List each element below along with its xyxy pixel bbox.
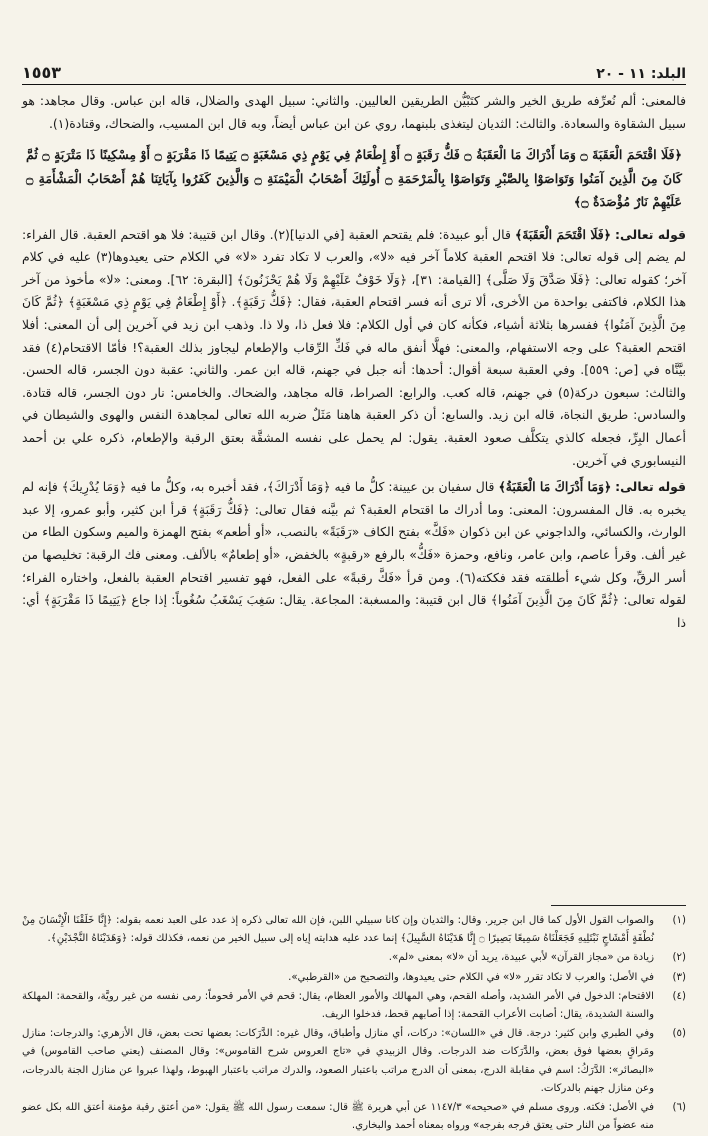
footnote [22,1025,686,1098]
footnote-number: (٦) [672,1102,686,1114]
footnote [22,949,686,967]
footnote [22,1099,686,1135]
commentary-text: قال أبو عبيدة: فلم يقتحم العقبة [في الدنيا](٢). وقال ابن قتيبة: فلا هو اقتحم العقبة. قال الفراء: لم يضم إلى قوله تعالى: فلا اقتحم العقبة كلاماً آخر فيه «لا»، والعرب لا تكاد تفرد «لا» في الكلام حتى يعيدوها(٣) عليه في كلام آخر؛ كقوله تعالى: ﴿فَلَا صَدَّقَ وَلَا صَلَّى﴾ [القيامة: ٣١]، ﴿وَلَا خَوْفٌ عَلَيْهِمْ وَلَا هُمْ يَحْزَنُونَ﴾ [البقرة: ٦٢]. ومعنى: «لا» مأخوذ من آخر هذا الكلام، فاكتفى بواحدة من الأخرى، ألا ترى أنه فسر اقتحام العقبة، فقال: ﴿فَكُّ رَقَبَةٍ﴾. ﴿أَوْ إِطْعَامٌ فِي يَوْمٍ ذِي مَسْغَبَةٍ﴾ ﴿ثُمَّ كَانَ مِنَ الَّذِينَ آمَنُوا﴾ ففسرها بثلاثة أشياء، فكأنه كان في أول الكلام: فلا فعل ذا، ولا ذا. وذهب ابن زيد في آخرين إلى أن المعنى: أفلا اقتحم العقبة؟ على وجه الاستفهام، والمعنى: فهلَّا أنفق ماله في فَكِّ الرِّقاب والإطعام ليجاوز بذلك العقبة؟! فأمّا الاقتحام(٤) فقد بيَّنَّاه في [ص: ٥٥٩]. وفي العقبة سبعة أقوال: أحدها: أنه جبل في جهنم، قاله ابن عمر. والثاني: عقبة دون الجسر، قاله الحسن. والثالث: سبعون دركة(٥) في جهنم، قاله كعب. والرابع: الصراط، قاله مجاهد، والضحاك. والخامس: نار دون الجسر، قاله قتادة. والسادس: طريق النجاة، قاله ابن زيد. والسابع: أن ذكر العقبة هاهنا مَثَلٌ ضربه الله تعالى لمجاهدة النفس والهوى والشيطان في أعمال البِرِّ، فجعله كالذي يتكلَّف صعود العقبة. يقول: لم يحمل على نفسه المشقَّة بعتق الرقبة والإطعام، ذكره علي بن أحمد النيسابوري في آخرين. [22,226,687,468]
footnote [22,988,686,1024]
footnotes [22,912,686,1136]
page-number: ١٥٥٣ [22,63,62,82]
footnote-text: وفي الطبري وابن كثير: درجة. قال في «اللسان»: دركات، أي منازل وأطباق، وقال غيره: الدَّرَكات: بعضها تحت بعض، قال الأزهري: والدرجات: منازل ومَراقٍ بعضها فوق بعض، والدَّرَكات ضد الدرجات. وقال الزبيدي في «تاج العروس شرح القاموس»: وقال المصنف (يعني صاحب القاموس) في «البصائر»: الدَّرَكُ: اسم في مقابلة الدرج، بمعنى أن الدرج مراتب باعتبار الصعود، والدرك مراتب باعتبار الهبوط، ولهذا عبروا عن منازل الجنة بالدرجات، وعن منازل جهنم بالدركات. [22,1028,654,1094]
footnote-number: (٢) [672,952,686,964]
footnote-text: في الأصل: فكته. وروى مسلم في «صحيحه» ١١٤٧/٣ عن أبي هريرة ﷺ قال: سمعت رسول الله ﷺ يقول: «من أعتق رقبة مؤمنة أعتق الله بكل عضو منه عضواً من النار حتى يعتق فرجه بفرجه» ورواه بمعناه أحمد والبخاري. [22,1102,654,1132]
quran-verses-block: ﴿فَلَا اقْتَحَمَ الْعَقَبَةَ ۝ وَمَا أَدْرَاكَ مَا الْعَقَبَةُ ۝ فَكُّ رَقَبَةٍ ۝ أَوْ إِطْعَامٌ فِي يَوْمٍ ذِي مَسْغَبَةٍ ۝ يَتِيمًا ذَا مَقْرَبَةٍ ۝ أَوْ مِسْكِينًا ذَا مَتْرَبَةٍ ۝ ثُمَّ كَانَ مِنَ الَّذِينَ آمَنُوا وَتَوَاصَوْا بِالصَّبْرِ وَتَوَاصَوْا بِالْمَرْحَمَةِ ۝ أُولَئِكَ أَصْحَابُ الْمَيْمَنَةِ ۝ وَالَّذِينَ كَفَرُوا بِآيَاتِنَا هُمْ أَصْحَابُ الْمَشْأَمَةِ ۝ عَلَيْهِمْ نَارٌ مُؤْصَدَةٌ ۝﴾ [26,147,683,210]
commentary-label: قوله تعالى: [615,226,686,242]
footnote-separator [551,905,686,906]
running-title: البلد: ١١ - ٢٠ [596,66,686,82]
paragraph-commentary-1 [22,224,686,473]
paragraph-commentary-2 [22,476,686,634]
footnote-number: (٣) [672,971,686,983]
verse-quote: ﴿فَلَا اقْتَحَمَ الْعَقَبَةَ﴾ [514,226,611,242]
main-text [22,90,686,638]
paragraph-intro: فالمعنى: ألم نُعرِّفه طريق الخير والشر كتَبْيُّن الطريقين العاليين. والثاني: سبيل الهدى والضلال، قاله ابن عباس. وقال مجاهد: هو سبيل الشقاوة والسعادة. والثالث: الثديان ليتغذى بلبنهما، روي عن ابن عباس أيضاً، وبه قال ابن المسيب، والضحاك، وقتادة(١). [22,93,686,131]
footnote [22,969,686,987]
footnote-text: زيادة من «مجاز القرآن» لأبي عبيدة، يريد أن «لا» بمعنى «لم». [388,952,654,964]
verse-quote: ﴿وَمَا أَدْرَاكَ مَا الْعَقَبَةُ﴾ [498,479,612,495]
footnote-text: الاقتحام: الدخول في الأمر الشديد، وأصله القحم، وهي المهالك والأمور العظام، يقال: قحم في الأمر قحوماً: رمى نفسه من غير رويَّة، والقحمة: المهلكة والسنة الشديدة، يقال: أصابت الأعراب القحمة: إذا أصابهم قحط، فدخلوا الريف. [22,990,654,1021]
footnote-number: (٤) [672,990,686,1002]
footnote-text: في الأصل: والعرب لا تكاد تقرر «لا» في الكلام حتى يعيدوها، والتصحيح من «القرطبي». [288,971,654,983]
page-header [22,56,686,85]
commentary-text: قال سفيان بن عيينة: كلُّ ما فيه ﴿وَمَا أَدْرَاكَ﴾، فقد أخبره به، وكلُّ ما فيه ﴿وَمَا يُدْرِيكَ﴾ فإنه لم يخبره به. قال المفسرون: المعنى: وما أدراك ما اقتحام العقبة؟ ثم بيَّنه فقال تعالى: ﴿فَكُّ رَقَبَةٍ﴾ قرأ ابن كثير، وأبو عمرو، إلا عبد الوارث، والكسائي، والداجوني عن ابن ذكوان «فَكَّ» بفتح الكاف «رَقَبَةً» بالنصب، «أو أطعم» بفتح الهمزة والميم وسكون الطاء من غير ألف. وقرأ عاصم، وابن عامر، ونافع، وحمزة «فَكُّ» بالرفع «رقبةٍ» بالخفض، «أو إطعامٌ» بالألف. ومعنى فك الرقبة: تخليصها من أسر الرقِّ، وكل شيء أطلقته فقد فككته(٦). ومن قرأ «فَكَّ رقبةً» على الفعل، فهو تفسير اقتحام العقبة بالفعل، واختاره الفراء؛ لقوله تعالى: ﴿ثُمَّ كَانَ مِنَ الَّذِينَ آمَنُوا﴾ قال ابن قتيبة: والمسغبة: المجاعة. يقال: سَغِبَ يَسْغَبُ سُغُوباً: إذا جاع ﴿يَتِيمًا ذَا مَقْرَبَةٍ﴾ أي: ذا [22,479,686,630]
footnote [22,912,686,948]
commentary-label: قوله تعالى: [615,479,686,495]
footnote-text: والصواب القول الأول كما قال ابن جرير. وقال: والثديان وإن كانا سبيلي اللبن، فإن الله تعالى ذكره إذ عدد على العبد نعمه بقوله: ﴿إِنَّا خَلَقْنَا الْإِنْسَانَ مِنْ نُطْفَةٍ أَمْشَاجٍ نَبْتَلِيهِ فَجَعَلْنَاهُ سَمِيعًا بَصِيرًا ۝ إِنَّا هَدَيْنَاهُ السَّبِيلَ﴾ إنما عدد عليه هدايته إياه إلى سبيل الخير من نعمه، فكذلك قوله: ﴿وَهَدَيْنَاهُ النَّجْدَيْنِ﴾. [22,915,654,945]
footnote-number: (٥) [672,1028,686,1040]
footnote-number: (١) [672,915,686,926]
